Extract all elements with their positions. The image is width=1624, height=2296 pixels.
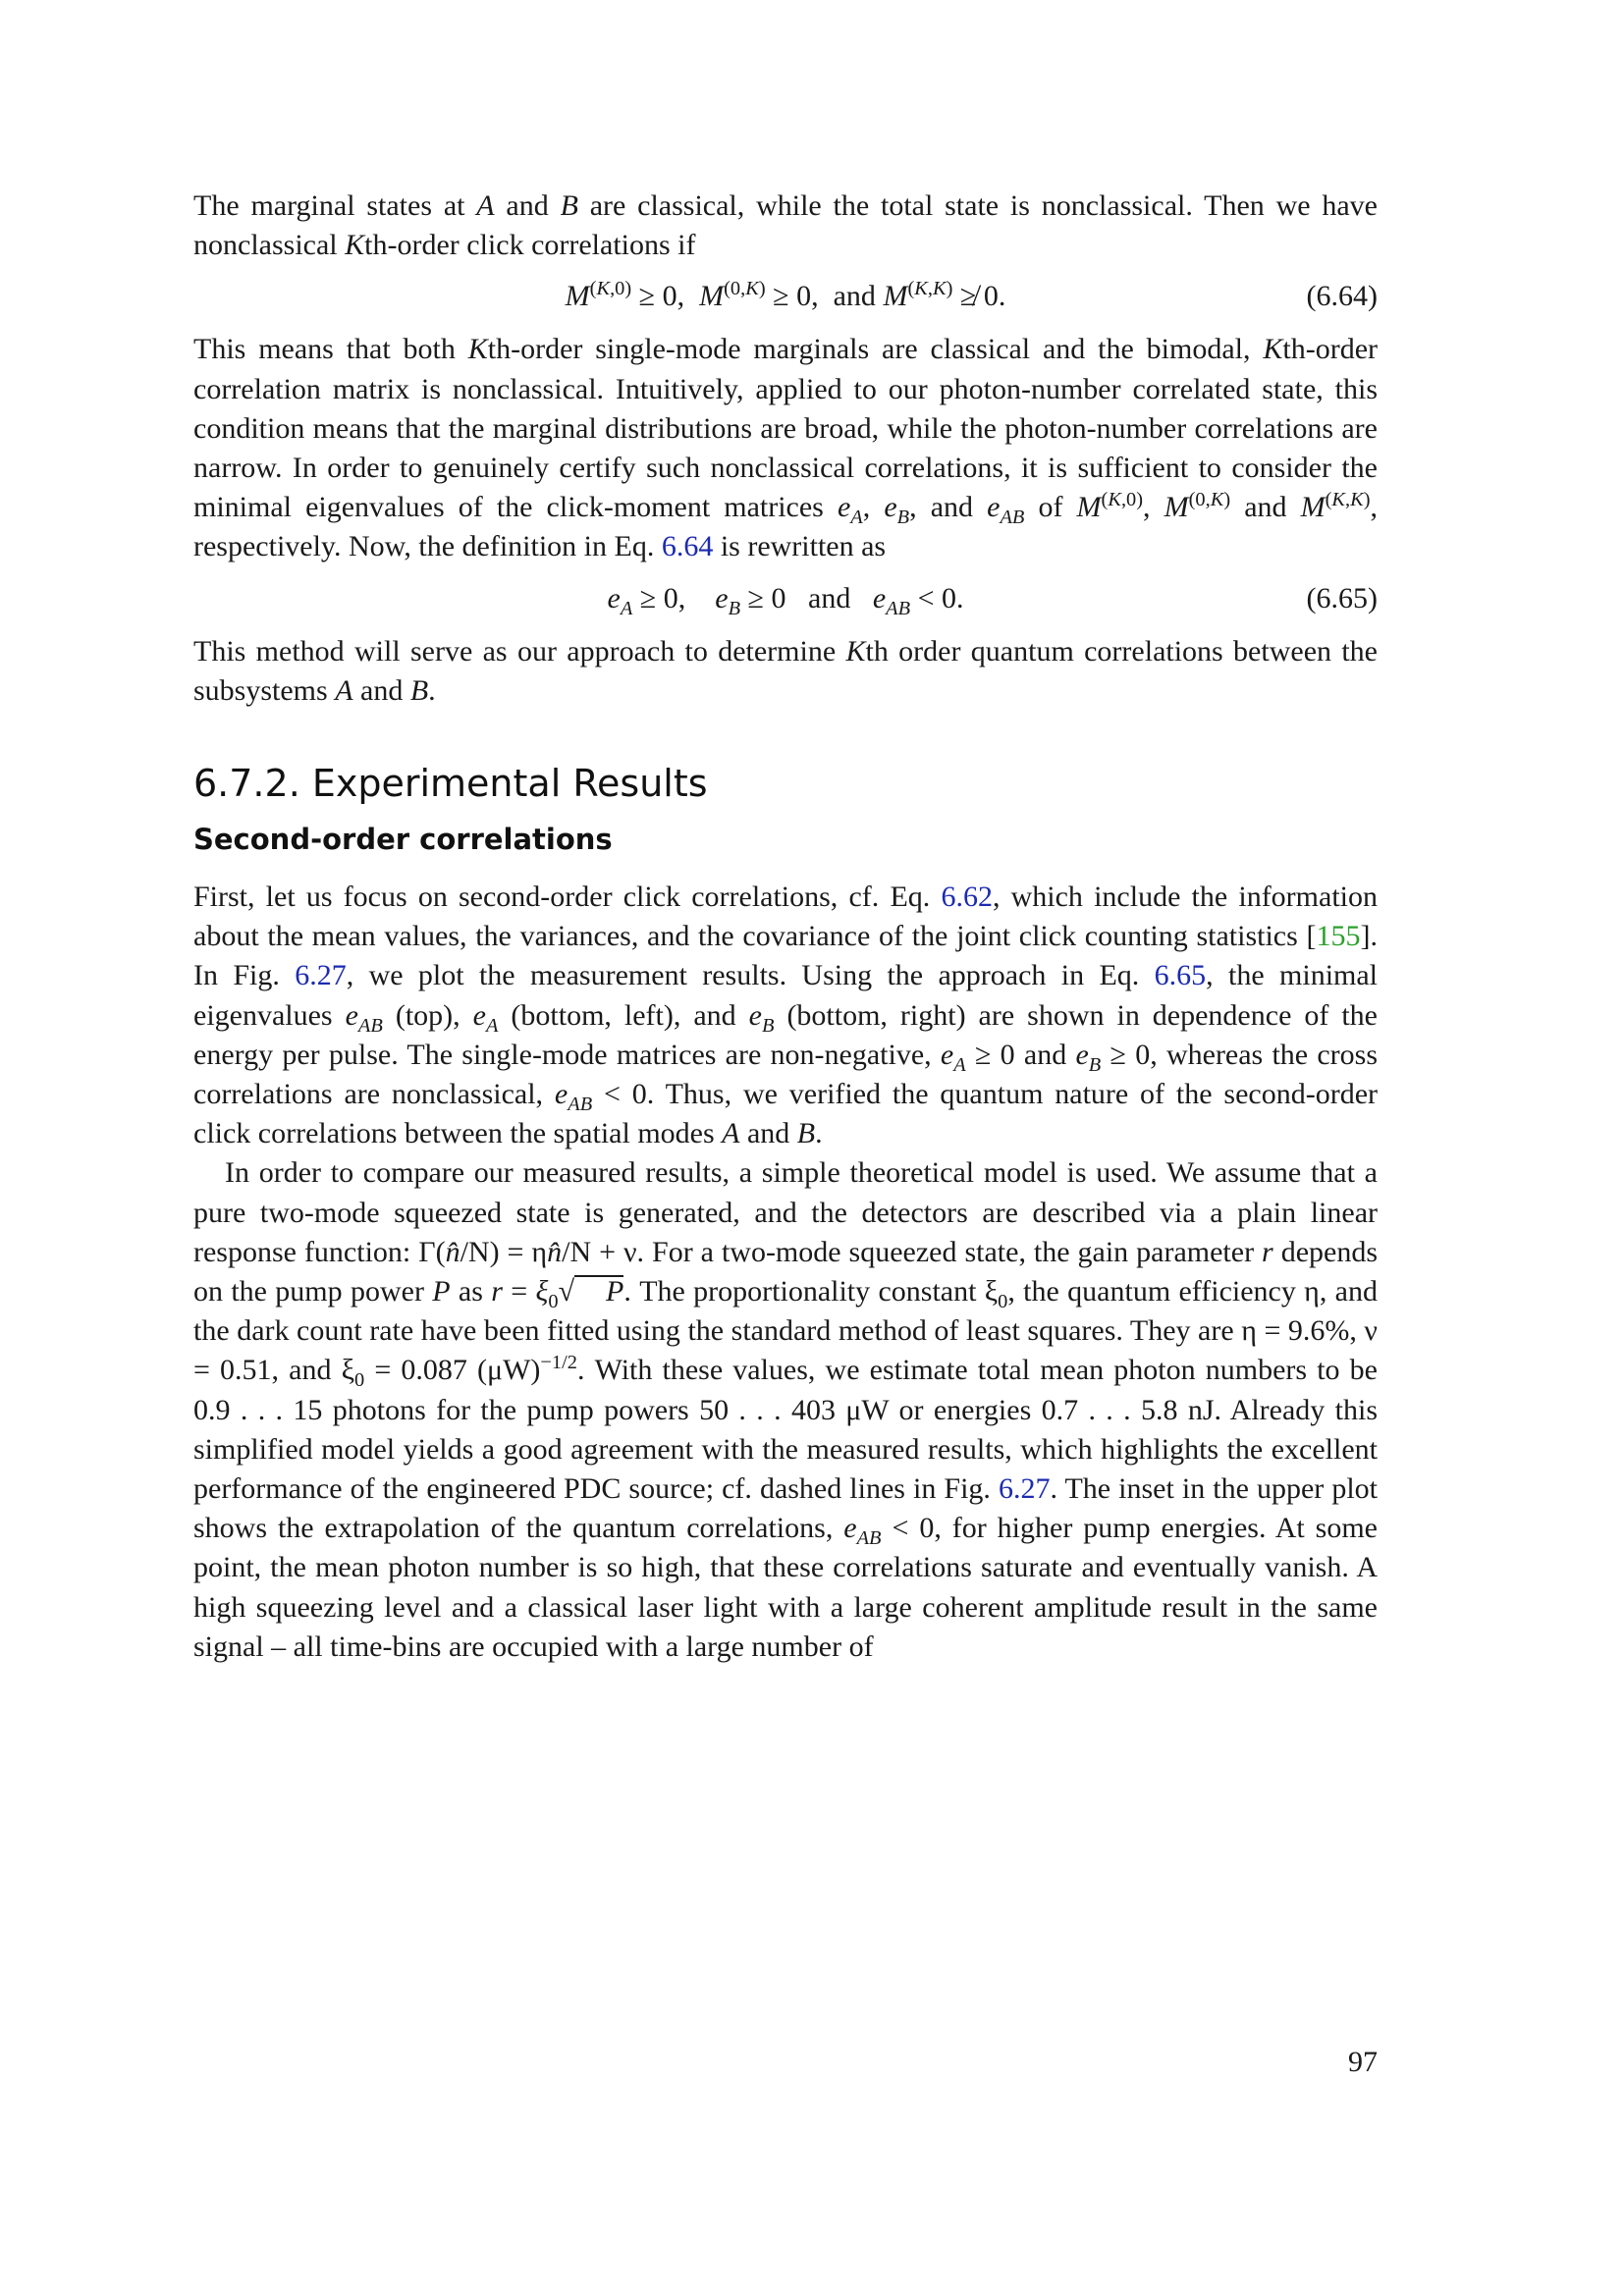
math-b: B — [560, 189, 578, 222]
paragraph-method: This method will serve as our approach to determine Kth order quantum correlations between the subsystems A and B. — [193, 634, 1378, 707]
fig-ref-6-27-second[interactable]: 6.27 — [998, 1472, 1051, 1506]
eq-ref-6-64[interactable]: 6.64 — [661, 530, 714, 563]
page-number: 97 — [1348, 2046, 1378, 2078]
equation-6-65-label: (6.65) — [1306, 581, 1378, 614]
eq-ref-6-62[interactable]: 6.62 — [941, 881, 993, 914]
equation-6-64-body: $M^{(K,0)} \ge 0$, $M^{(0,K)} \ge 0$, and $M^{(K,K)}$ ≱ 0. — [565, 278, 1006, 313]
equation-6-65-and: and — [808, 581, 851, 614]
page-content — [193, 187, 1378, 1667]
equation-6-64-and: and — [833, 280, 876, 313]
equation-6-64 — [193, 277, 1378, 316]
fig-ref-6-27[interactable]: 6.27 — [295, 959, 347, 992]
math-a: A — [476, 189, 495, 222]
paragraph-theory-model: In order to compare our measured results, a simple theoretical model is used. We assume that a pure two-mode squeezed state is generated, and the detectors are described via a plain linear response function: Γ(n̂/N) = ηn̂/N + ν. For a two-mode squeezed state, the gain parameter r depends on the pump power P as $r = \xi_0√$ P. The proportionality constant $\xi_0$, the quantum efficiency η, and the dark count rate have been fitted using the standard method of least squares. They are η = 9.6%, ν = 0.51, and $\xi_0 = 0.087$ $(\mu W)^{-1/2}$. With these values, we estimate total mean photon numbers to be 0.9 . . . 15 photons for the pump powers 50 . . . 403 μW or energies 0.7 . . . 5.8 nJ. Already this simplified model yields a good agreement with the measured results, which highlights the excellent performance of the engineered PDC source; cf. dashed lines in Fig. 6.27. The inset in the upper plot shows the extrapolation of the quantum correlations, $e_{AB} < 0$, for higher pump energies. At some point, the mean photon number is so high, that these correlations saturate and eventually vanish. A high squeezing level and a classical laser light with a large coherent amplitude result in the same signal – all time-bins are occupied with a large number of — [193, 1156, 1379, 1663]
section-title: 6.7.2. Experimental Results — [193, 762, 708, 806]
eq-ref-6-65[interactable]: 6.65 — [1154, 959, 1207, 992]
equation-6-65 — [193, 579, 1378, 618]
citation-155[interactable]: 155 — [1316, 920, 1361, 953]
paragraph-condition-explanation: This means that both Kth-order single-mode marginals are classical and the bimodal, Kth-order correlation matrix is nonclassical. Intuitively, applied to our photon-number correlated state, this condition means that the marginal distributions are broad, while the photon-number correlations are narrow. In order to genuinely certify such nonclassical correlations, it is sufficient to consider the minimal eigenvalues of the click-moment matrices $e_A$, $e_B$, and $e_{AB}$ of $M^{(K,0)}$, $M^{(0,K)}$ and $M^{(K,K)}$, respectively. Now, the definition in Eq. 6.64 is rewritten as — [193, 333, 1379, 563]
equation-6-64-label: (6.64) — [1306, 280, 1378, 313]
paragraph-second-order: First, let us focus on second-order click correlations, cf. Eq. 6.62, which include the information about the mean values, the variances, and the covariance of the joint click counting statistics [155]. In Fig. 6.27, we plot the measurement results. Using the approach in Eq. 6.65, the minimal eigenvalues $e_{AB}$ (top), $e_A$ (bottom, left), and $e_B$ (bottom, right) are shown in dependence of the energy per pulse. The single-mode matrices are non-negative, $e_A \ge 0$ and $e_B \ge 0$, whereas the cross correlations are nonclassical, $e_{AB} < 0$. Thus, we verified the quantum nature of the second-order click correlations between the spatial modes A and B. — [193, 881, 1379, 1150]
intro-paragraph: The marginal states at A and B are classical, while the total state is nonclassical. Then we have nonclassical Kth-order click correlations if — [193, 189, 1378, 262]
subsection-title: Second-order correlations — [193, 823, 613, 857]
math-k: K — [345, 229, 365, 262]
equation-6-65-body: $e_A \ge 0$, $e_B \ge 0$ and $e_{AB} < 0$. — [607, 581, 964, 619]
